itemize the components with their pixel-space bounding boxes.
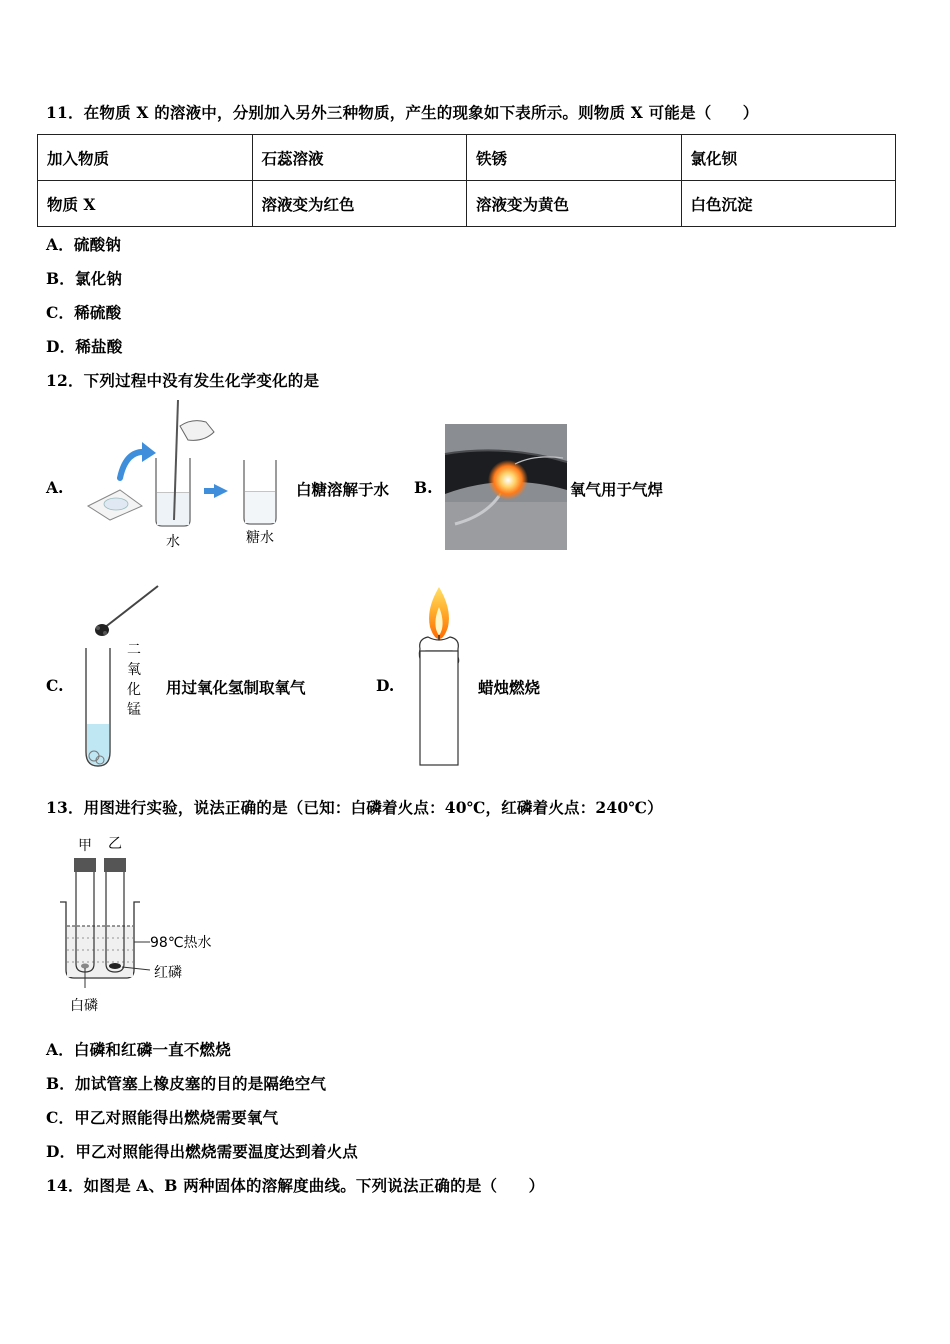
q12-stem: 12．下列过程中没有发生化学变化的是 — [46, 371, 320, 390]
table-row — [38, 135, 896, 181]
table-cell: 石蕊溶液 — [252, 135, 467, 181]
mno2-char: 二 — [127, 642, 141, 658]
q12-c-label[interactable]: C. — [46, 676, 64, 695]
q13-option-c[interactable]: C．甲乙对照能得出燃烧需要氧气 — [46, 1108, 279, 1127]
q11-table — [37, 134, 896, 227]
mno2-char: 锰 — [127, 702, 141, 718]
table-cell: 物质 X — [38, 181, 253, 227]
table-row — [38, 181, 896, 227]
tube-b-label: 乙 — [108, 836, 122, 852]
mno2-char: 氧 — [127, 662, 141, 678]
q12-b-label[interactable]: B. — [414, 478, 433, 497]
q12-c-caption: 用过氧化氢制取氧气 — [166, 678, 306, 697]
mno2-vertical-label — [124, 640, 144, 720]
q11-stem: 11．在物质 X 的溶液中，分别加入另外三种物质，产生的现象如下表所示。则物质 X 可能是（ ） — [46, 103, 759, 122]
q12-b-caption: 氧气用于气焊 — [570, 480, 664, 499]
q13-stem: 13．用图进行实验，说法正确的是（已知：白磷着火点：40℃，红磷着火点：240℃） — [46, 798, 663, 817]
q11-option-d[interactable]: D．稀盐酸 — [46, 337, 123, 356]
q13-option-a[interactable]: A．白磷和红磷一直不燃烧 — [46, 1040, 231, 1059]
q12-a-label[interactable]: A. — [46, 478, 64, 497]
table-cell: 氯化钡 — [681, 135, 896, 181]
table-cell: 溶液变为红色 — [252, 181, 467, 227]
phosphorus-beaker-diagram — [56, 830, 226, 1022]
hot-water-label: 98℃热水 — [150, 935, 212, 951]
sugar-water-label: 糖水 — [246, 530, 274, 546]
sugar-dissolve-illustration — [80, 398, 285, 553]
q13-option-b[interactable]: B．加试管塞上橡皮塞的目的是隔绝空气 — [46, 1074, 327, 1093]
test-tube-mno2-illustration — [78, 584, 158, 770]
table-cell: 加入物质 — [38, 135, 253, 181]
q12-d-caption: 蜡烛燃烧 — [478, 678, 541, 697]
q11-option-c[interactable]: C．稀硫酸 — [46, 303, 122, 322]
table-cell: 白色沉淀 — [681, 181, 896, 227]
table-cell: 铁锈 — [467, 135, 682, 181]
gas-welding-photo — [445, 424, 567, 550]
q13-option-d[interactable]: D．甲乙对照能得出燃烧需要温度达到着火点 — [46, 1142, 358, 1161]
water-label: 水 — [166, 534, 180, 550]
tube-a-label: 甲 — [78, 838, 92, 854]
table-cell: 溶液变为黄色 — [467, 181, 682, 227]
q14-stem: 14．如图是 A、B 两种固体的溶解度曲线。下列说法正确的是（ ） — [46, 1176, 545, 1195]
q12-a-caption: 白糖溶解于水 — [296, 480, 390, 499]
mno2-char: 化 — [127, 682, 141, 698]
candle-illustration — [414, 585, 464, 767]
white-phosphorus-label: 白磷 — [70, 998, 98, 1014]
q11-option-b[interactable]: B．氯化钠 — [46, 269, 123, 288]
red-phosphorus-label: 红磷 — [154, 965, 182, 981]
q11-option-a[interactable]: A．硫酸钠 — [46, 235, 122, 254]
q12-d-label[interactable]: D. — [376, 676, 395, 695]
